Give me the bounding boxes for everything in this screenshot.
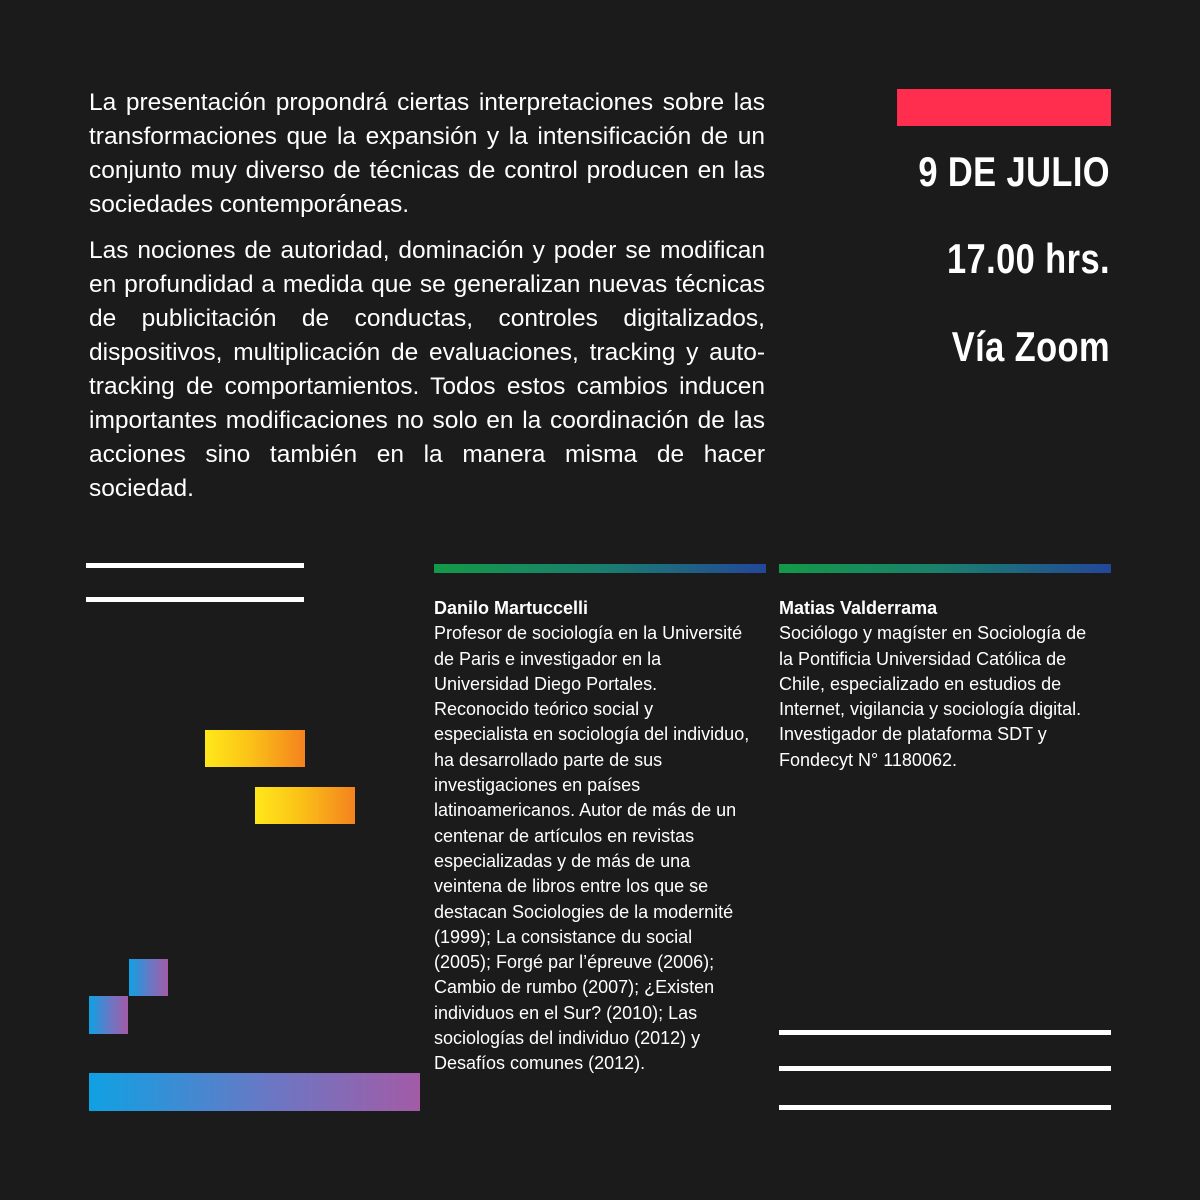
speaker-bio-text: Sociólogo y magíster en Sociología de la Pontificia Universidad Católica de Chile, especializado en estudios de Internet, vigilancia y sociología digital. Investigador de plataforma SDT y Fondecyt N° 1180062. — [779, 623, 1087, 770]
speaker-bio-martuccelli — [434, 596, 752, 1077]
decor-block-cool — [129, 959, 168, 996]
intro-text — [89, 86, 765, 506]
event-venue: Vía Zoom — [951, 323, 1110, 370]
event-date: 9 DE JULIO — [918, 148, 1110, 195]
decor-block-cool — [89, 996, 128, 1034]
speaker-rule — [434, 564, 766, 573]
decor-line — [779, 1030, 1111, 1035]
decor-line — [86, 563, 304, 568]
intro-paragraph-1: La presentación propondrá ciertas interpretaciones sobre las transformaciones que la expansión y la intensificación de un conjunto muy diverso de técnicas de control producen en las sociedades contemporáneas. — [89, 89, 765, 218]
speaker-bio-text: Profesor de sociología en la Université de Paris e investigador en la Universidad Diego Portales. Reconocido teórico social y especialista en sociología del individuo, ha desarrollado parte de sus investigaciones en países latinoamericanos. Autor de más de un centenar de artículos en revistas especializadas y de más de una veintena de libros entre los que se destacan Sociologies de la modernité (1999); La consistance du social (2005); Forgé par l’épreuve (2006); Cambio de rumbo (2007); ¿Existen individuos en el Sur? (2010); Las sociologías del individuo (2012) y Desafíos comunes (2012). — [434, 623, 750, 1074]
accent-bar — [897, 89, 1111, 126]
decor-line — [86, 597, 304, 602]
speaker-rule — [779, 564, 1111, 573]
decor-block-warm — [255, 787, 355, 824]
decor-block-warm — [205, 730, 305, 767]
event-time: 17.00 hrs. — [946, 235, 1110, 282]
speaker-name: Danilo Martuccelli — [434, 598, 589, 618]
decor-line — [779, 1105, 1111, 1110]
intro-paragraph-2: Las nociones de autoridad, dominación y poder se modifican en profundidad a medida que se generalizan nuevas técnicas de publicitación de conductas, controles digitalizados, dispositivos, multiplicación de evaluaciones, tracking y auto-tracking de comportamientos. Todos estos cambios inducen importantes modificaciones no solo en la coordinación de las acciones sino también en la manera misma de hacer sociedad. — [89, 237, 765, 502]
speaker-bio-valderrama — [779, 596, 1099, 773]
decor-bar-cool — [89, 1073, 420, 1111]
decor-line — [779, 1066, 1111, 1071]
speaker-name: Matias Valderrama — [779, 598, 938, 618]
